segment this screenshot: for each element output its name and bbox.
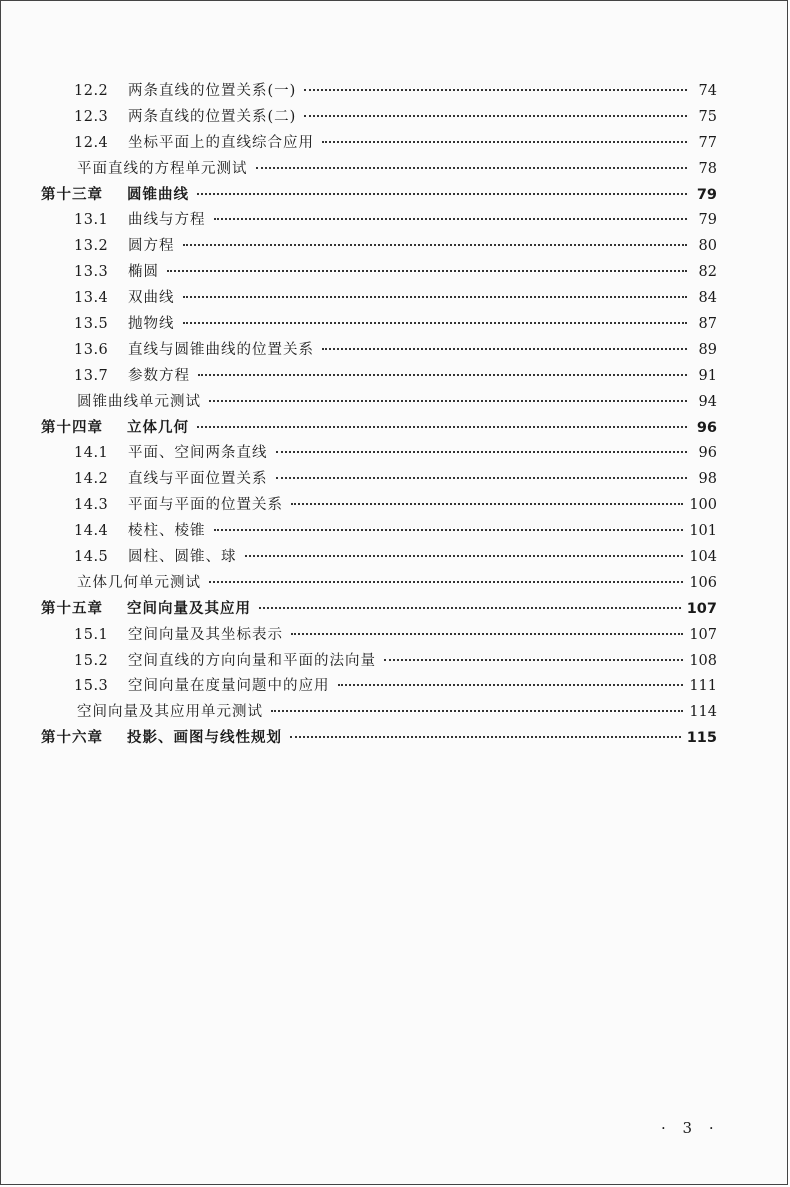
toc-entry-page: 82 xyxy=(698,264,717,281)
toc-entry-title: 抛物线 xyxy=(128,316,175,333)
toc-entry-number: 12.2 xyxy=(74,83,109,99)
toc-entry-title: 直线与平面位置关系 xyxy=(128,471,268,488)
toc-chapter-row xyxy=(41,726,717,752)
toc-entry-number: 第十四章 xyxy=(41,419,103,436)
toc-entry-page: 79 xyxy=(698,212,717,229)
toc-entry-title: 两条直线的位置关系(二) xyxy=(128,108,297,125)
toc-entry-title: 空间向量及其应用 xyxy=(127,600,251,617)
dot-leader xyxy=(271,710,683,712)
toc-entry-number: 13.3 xyxy=(74,264,109,281)
dot-leader xyxy=(209,400,687,402)
toc-entry-number: 15.1 xyxy=(74,626,109,643)
toc-entry-page: 75 xyxy=(698,108,717,125)
toc-test-row xyxy=(41,571,717,597)
toc-section-row xyxy=(41,623,717,649)
toc-entry-title: 坐标平面上的直线综合应用 xyxy=(128,134,314,151)
toc-entry-page: 87 xyxy=(698,316,717,333)
toc-entry-title: 空间直线的方向向量和平面的法向量 xyxy=(128,652,376,669)
toc-entry-title: 椭圆 xyxy=(128,264,159,281)
dot-leader xyxy=(209,581,683,583)
dot-leader xyxy=(276,477,688,479)
toc-entry-title: 立体几何 xyxy=(127,419,189,436)
toc-entry-page: 74 xyxy=(698,83,717,99)
dot-leader xyxy=(256,167,688,169)
toc-entry-number: 13.7 xyxy=(74,367,109,384)
toc-entry-number: 12.4 xyxy=(74,134,109,151)
toc-section-row xyxy=(41,79,717,105)
dot-leader xyxy=(197,426,687,428)
toc-entry-title: 曲线与方程 xyxy=(128,212,206,229)
dot-leader xyxy=(291,503,683,505)
toc-entry-page: 91 xyxy=(698,367,717,384)
toc-section-row xyxy=(41,674,717,700)
toc-section-row xyxy=(41,467,717,493)
toc-section-row xyxy=(41,519,717,545)
toc-entry-title: 两条直线的位置关系(一) xyxy=(128,83,297,99)
toc-entry-page: 79 xyxy=(696,186,717,203)
toc-entry-page: 78 xyxy=(698,160,717,177)
dot-leader xyxy=(214,529,684,531)
toc-chapter-row xyxy=(41,597,717,623)
toc-entry-title: 圆锥曲线单元测试 xyxy=(77,393,201,410)
toc-entry-number: 14.2 xyxy=(74,471,109,488)
dot-leader xyxy=(322,141,687,143)
dot-leader xyxy=(276,451,688,453)
toc-entry-title: 直线与圆锥曲线的位置关系 xyxy=(128,341,314,358)
toc-entry-number: 14.5 xyxy=(74,549,109,566)
toc-entry-title: 平面与平面的位置关系 xyxy=(128,497,283,514)
dot-leader xyxy=(291,633,683,635)
dot-leader xyxy=(304,115,687,117)
toc-entry-number: 第十五章 xyxy=(41,600,103,617)
toc-entry-title: 空间向量及其坐标表示 xyxy=(128,626,283,643)
dot-leader xyxy=(183,322,688,324)
dot-leader xyxy=(198,374,687,376)
toc-entry-page: 111 xyxy=(689,678,717,695)
dot-leader xyxy=(384,659,683,661)
toc-section-row xyxy=(41,364,717,390)
dot-leader xyxy=(214,218,688,220)
dot-leader xyxy=(167,270,687,272)
toc-entry-page: 101 xyxy=(689,523,717,540)
toc-entry-number: 第十六章 xyxy=(41,730,103,747)
toc-entry-page: 100 xyxy=(689,497,717,514)
page-number: · 3 · xyxy=(661,1119,720,1137)
toc-entry-page: 104 xyxy=(689,549,717,566)
toc-section-row xyxy=(41,286,717,312)
toc-entry-page: 89 xyxy=(698,341,717,358)
dot-leader xyxy=(183,296,688,298)
toc-section-row xyxy=(41,131,717,157)
toc-entry-page: 114 xyxy=(689,704,717,721)
toc-entry-title: 空间向量及其应用单元测试 xyxy=(77,704,263,721)
toc-chapter-row xyxy=(41,416,717,442)
toc-entry-number: 13.5 xyxy=(74,316,109,333)
toc-entry-title: 双曲线 xyxy=(128,290,175,307)
toc-entry-number: 第十三章 xyxy=(41,186,103,203)
dot-leader xyxy=(245,555,684,557)
toc-section-row xyxy=(41,312,717,338)
toc-chapter-row xyxy=(41,183,717,209)
toc-entry-page: 115 xyxy=(686,730,717,747)
toc-test-row xyxy=(41,700,717,726)
toc-section-row xyxy=(41,234,717,260)
toc-section-row xyxy=(41,545,717,571)
toc-entry-page: 77 xyxy=(698,134,717,151)
toc-entry-page: 98 xyxy=(698,471,717,488)
toc-entry-page: 84 xyxy=(698,290,717,307)
dot-leader xyxy=(304,89,687,91)
toc-entry-page: 94 xyxy=(698,393,717,410)
dot-leader xyxy=(197,193,687,195)
toc-entry-page: 107 xyxy=(686,600,717,617)
dot-leader xyxy=(290,736,681,738)
dot-leader xyxy=(183,244,688,246)
toc-entry-title: 空间向量在度量问题中的应用 xyxy=(128,678,330,695)
dot-leader xyxy=(338,684,684,686)
toc-entry-page: 108 xyxy=(689,652,717,669)
toc-entry-number: 15.3 xyxy=(74,678,109,695)
toc-entry-title: 平面、空间两条直线 xyxy=(128,445,268,462)
toc-entry-title: 圆柱、圆锥、球 xyxy=(128,549,237,566)
toc-entry-number: 14.4 xyxy=(74,523,109,540)
toc-entry-title: 参数方程 xyxy=(128,367,190,384)
toc-test-row xyxy=(41,157,717,183)
toc-entry-page: 96 xyxy=(696,419,717,436)
toc-section-row xyxy=(41,493,717,519)
toc-section-row xyxy=(41,105,717,131)
toc-test-row xyxy=(41,390,717,416)
dot-leader xyxy=(259,607,681,609)
toc-section-row xyxy=(41,441,717,467)
toc-entry-title: 平面直线的方程单元测试 xyxy=(77,160,248,177)
toc-section-row xyxy=(41,208,717,234)
toc-entry-number: 14.1 xyxy=(74,445,109,462)
toc-entry-number: 13.2 xyxy=(74,238,109,255)
toc-entry-title: 圆方程 xyxy=(128,238,175,255)
toc-entry-page: 96 xyxy=(698,445,717,462)
toc-entry-number: 15.2 xyxy=(74,652,109,669)
toc-section-row xyxy=(41,338,717,364)
toc-entry-title: 圆锥曲线 xyxy=(127,186,189,203)
toc-entry-page: 106 xyxy=(689,574,717,591)
toc-entry-page: 107 xyxy=(689,626,717,643)
toc-entry-number: 13.6 xyxy=(74,341,109,358)
toc-entry-number: 13.4 xyxy=(74,290,109,307)
dot-leader xyxy=(322,348,687,350)
toc-entry-title: 棱柱、棱锥 xyxy=(128,523,206,540)
toc-entry-title: 投影、画图与线性规划 xyxy=(127,730,282,747)
toc-entry-number: 12.3 xyxy=(74,108,109,125)
toc-entry-number: 14.3 xyxy=(74,497,109,514)
toc-section-row xyxy=(41,260,717,286)
toc-entry-title: 立体几何单元测试 xyxy=(77,574,201,591)
table-of-contents xyxy=(41,79,717,752)
toc-entry-page: 80 xyxy=(698,238,717,255)
toc-section-row xyxy=(41,649,717,675)
toc-entry-number: 13.1 xyxy=(74,212,109,229)
